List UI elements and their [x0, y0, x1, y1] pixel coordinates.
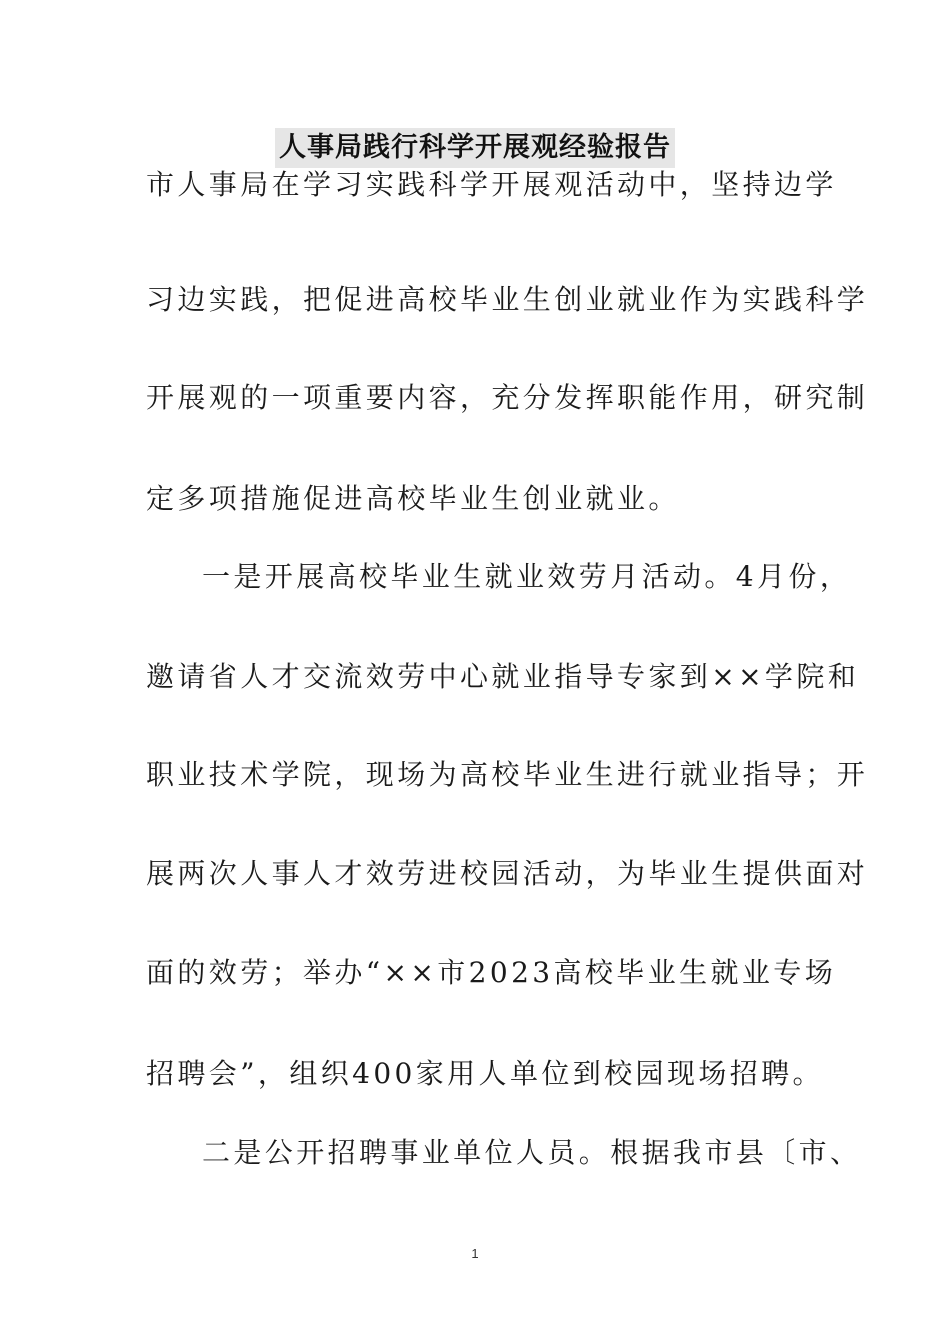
page-number: 1 — [471, 1246, 479, 1261]
title-container — [0, 128, 950, 168]
paragraph-line: 二是公开招聘事业单位人员。根据我市县〔市、 — [202, 1136, 862, 1169]
paragraph-line: 一是开展高校毕业生就业效劳月活动。4月份， — [202, 560, 852, 593]
paragraph-line: 展两次人事人才效劳进校园活动，为毕业生提供面对 — [146, 857, 869, 890]
paragraph-line: 职业技术学院，现场为高校毕业生进行就业指导；开 — [146, 758, 869, 791]
paragraph-line: 市人事局在学习实践科学开展观活动中，坚持边学 — [146, 168, 837, 201]
paragraph-line: 定多项措施促进高校毕业生创业就业。 — [146, 482, 680, 515]
document-title: 人事局践行科学开展观经验报告 — [275, 128, 675, 168]
paragraph-line: 面的效劳；举办“××市2023高校毕业生就业专场 — [146, 956, 837, 989]
paragraph-line: 开展观的一项重要内容，充分发挥职能作用，研究制 — [146, 381, 869, 414]
paragraph-line: 邀请省人才交流效劳中心就业指导专家到××学院和 — [146, 660, 860, 693]
paragraph-line: 招聘会”，组织400家用人单位到校园现场招聘。 — [146, 1057, 824, 1090]
paragraph-line: 习边实践，把促进高校毕业生创业就业作为实践科学 — [146, 283, 869, 316]
